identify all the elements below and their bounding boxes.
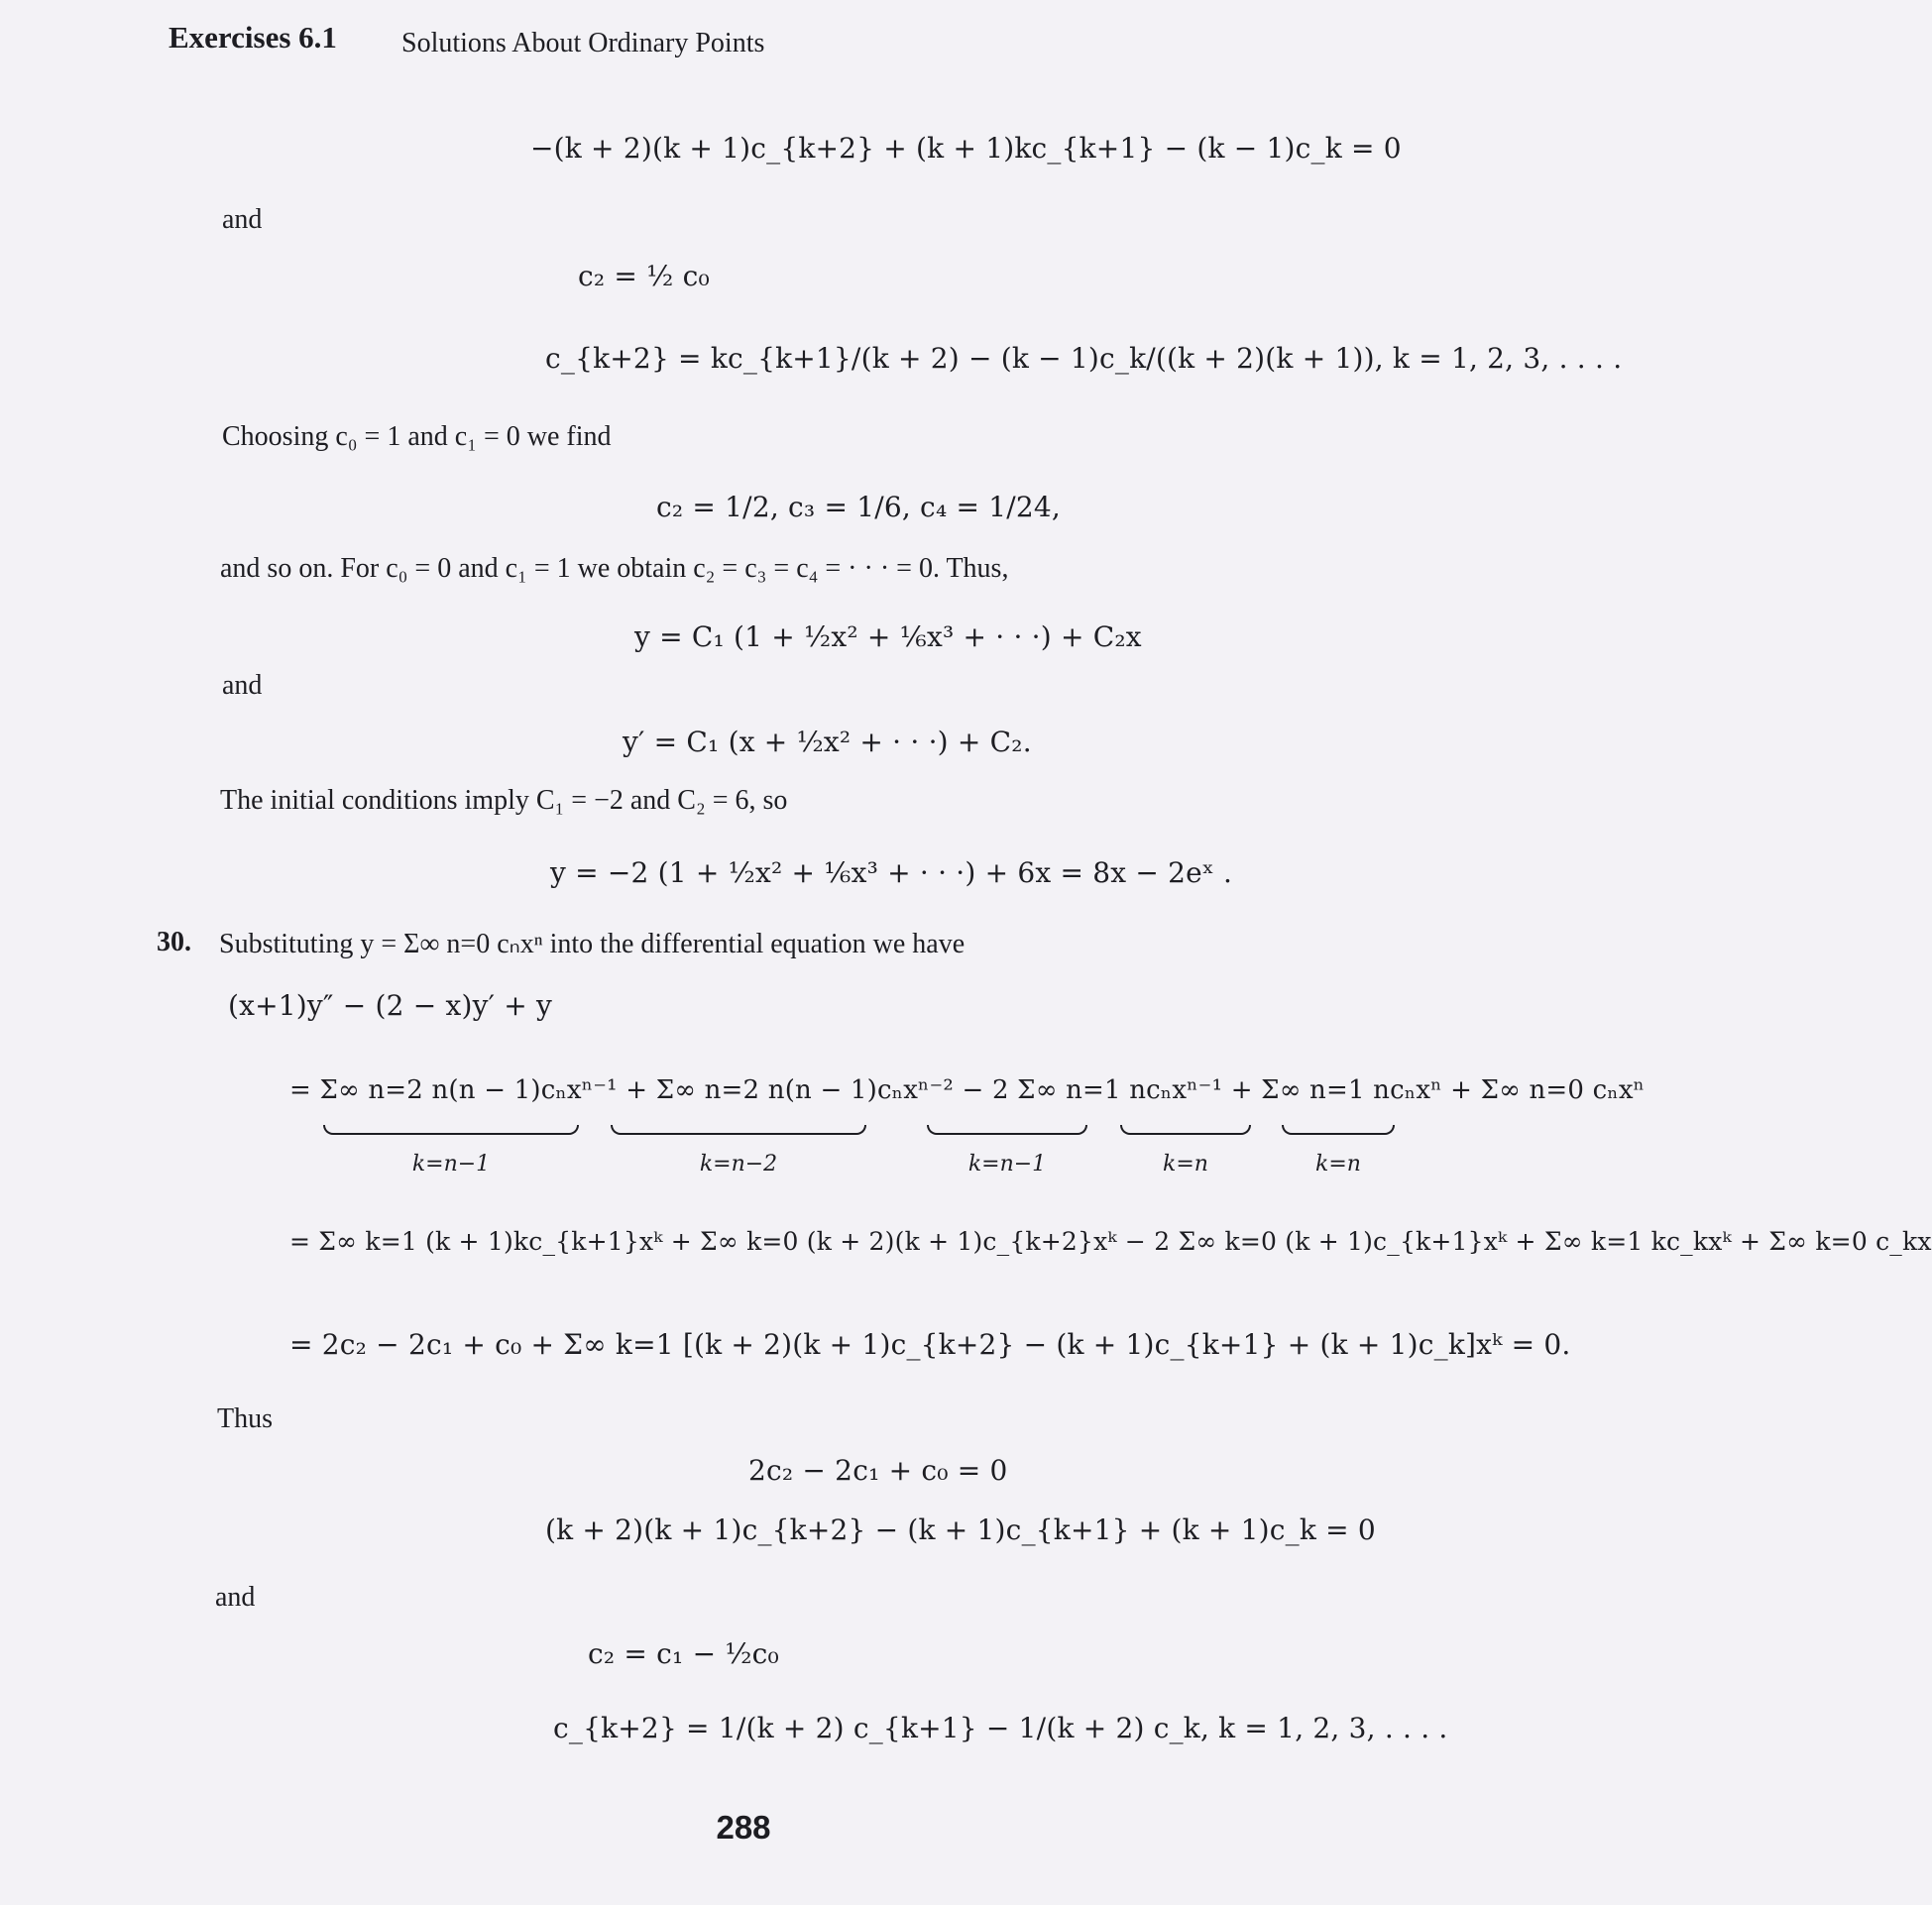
section-subtitle: Solutions About Ordinary Points bbox=[401, 28, 765, 58]
problem-number-30: 30. bbox=[157, 927, 191, 957]
underbrace-label-5: k=n bbox=[1315, 1152, 1361, 1177]
equation-y-prime: y′ = C₁ (x + ½x² + · · ·) + C₂. bbox=[623, 726, 1032, 758]
page-number: 288 bbox=[716, 1809, 771, 1846]
underbrace-3 bbox=[927, 1125, 1087, 1135]
underbrace-1 bbox=[323, 1125, 579, 1135]
text-and-3: and bbox=[215, 1582, 256, 1613]
equation-initial-relation: 2c₂ − 2c₁ + c₀ = 0 bbox=[748, 1454, 1008, 1487]
equation-y-solution: y = −2 (1 + ½x² + ⅙x³ + · · ·) + 6x = 8x − 2eˣ . bbox=[550, 856, 1233, 889]
text-and-1: and bbox=[222, 204, 263, 235]
underbrace-5 bbox=[1282, 1125, 1395, 1135]
underbrace-label-4: k=n bbox=[1163, 1152, 1208, 1177]
underbrace-2 bbox=[611, 1125, 866, 1135]
text-substituting: Substituting y = Σ∞ n=0 cₙxⁿ into the differential equation we have bbox=[219, 929, 966, 959]
equation-ck2-relation: c_{k+2} = 1/(k + 2) c_{k+1} − 1/(k + 2) c_k, k = 1, 2, 3, . . . . bbox=[553, 1712, 1448, 1744]
underbrace-label-1: k=n−1 bbox=[411, 1152, 491, 1177]
equation-ck2: c_{k+2} = kc_{k+1}/(k + 2) − (k − 1)c_k/((k + 2)(k + 1)), k = 1, 2, 3, . . . . bbox=[545, 342, 1623, 375]
equation-combined-series: = 2c₂ − 2c₁ + c₀ + Σ∞ k=1 [(k + 2)(k + 1)c_{k+2} − (k + 1)c_{k+1} + (k + 1)c_k]xᵏ = 0. bbox=[289, 1328, 1571, 1361]
equation-series-k: = Σ∞ k=1 (k + 1)kc_{k+1}xᵏ + Σ∞ k=0 (k + 2)(k + 1)c_{k+2}xᵏ − 2 Σ∞ k=0 (k + 1)c_{k+1}xᵏ + Σ∞ k=1 kc_kxᵏ + Σ∞ k=0 c_kx bbox=[289, 1227, 1932, 1256]
text-initial-conditions: The initial conditions imply C₁ = −2 and C₂ = 6, so bbox=[220, 785, 788, 816]
equation-recurrence-1: −(k + 2)(k + 1)c_{k+2} + (k + 1)kc_{k+1} − (k − 1)c_k = 0 bbox=[530, 132, 1402, 165]
equation-de-lhs: (x+1)y″ − (2 − x)y′ + y bbox=[228, 989, 553, 1022]
text-and-so-on: and so on. For c₀ = 0 and c₁ = 1 we obtain c₂ = c₃ = c₄ = · · · = 0. Thus, bbox=[220, 553, 1009, 584]
equation-series-n: = Σ∞ n=2 n(n − 1)cₙxⁿ⁻¹ + Σ∞ n=2 n(n − 1)cₙxⁿ⁻² − 2 Σ∞ n=1 ncₙxⁿ⁻¹ + Σ∞ n=1 ncₙxⁿ + Σ∞ n=0 cₙxⁿ bbox=[289, 1075, 1646, 1105]
underbrace-label-2: k=n−2 bbox=[699, 1152, 778, 1177]
equation-c-values: c₂ = 1/2, c₃ = 1/6, c₄ = 1/24, bbox=[656, 491, 1062, 523]
text-choosing: Choosing c₀ = 1 and c₁ = 0 we find bbox=[222, 421, 612, 452]
text-thus: Thus bbox=[217, 1403, 273, 1434]
underbrace-label-3: k=n−1 bbox=[967, 1152, 1047, 1177]
text-and-2: and bbox=[222, 670, 263, 701]
section-title: Exercises 6.1 bbox=[169, 20, 337, 55]
underbrace-4 bbox=[1120, 1125, 1251, 1135]
equation-c2-relation: c₂ = c₁ − ½c₀ bbox=[588, 1637, 779, 1670]
equation-y-general: y = C₁ (1 + ½x² + ⅙x³ + · · ·) + C₂x bbox=[634, 620, 1142, 653]
equation-c2: c₂ = ½ c₀ bbox=[578, 260, 710, 292]
equation-recurrence-2: (k + 2)(k + 1)c_{k+2} − (k + 1)c_{k+1} + (k + 1)c_k = 0 bbox=[545, 1513, 1376, 1546]
